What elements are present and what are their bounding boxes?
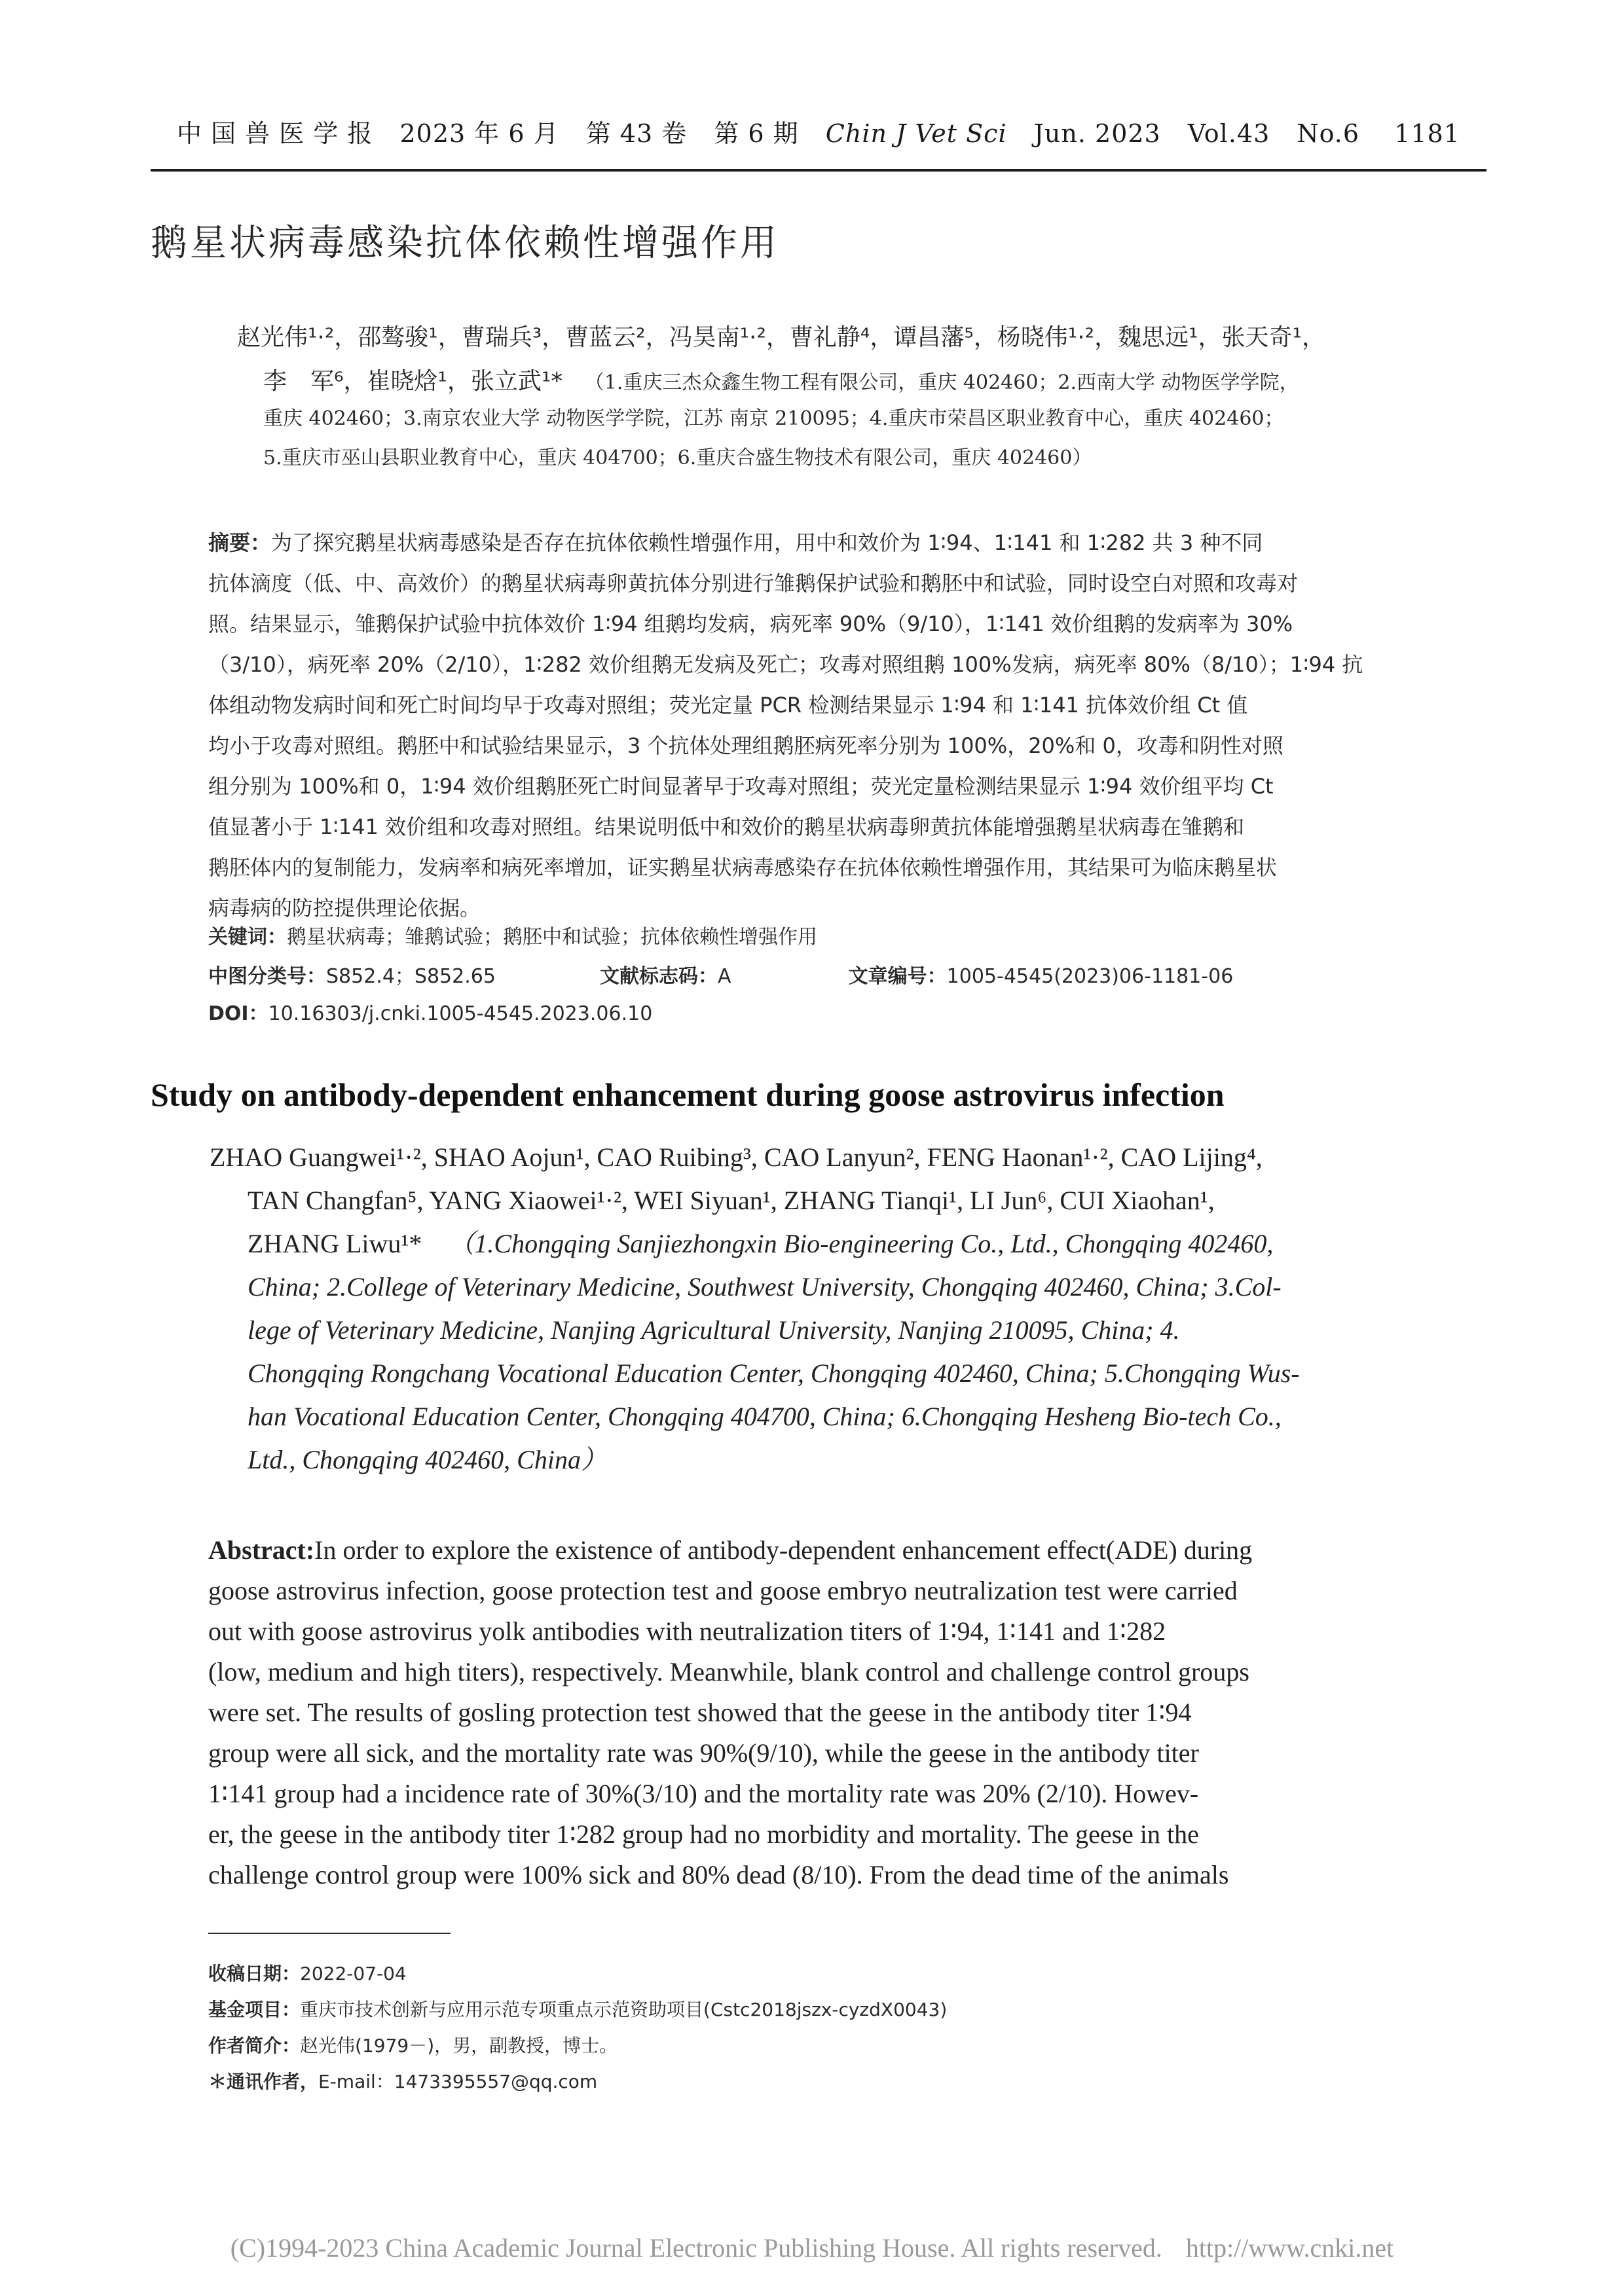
doc-code-label: 文献标志码： — [600, 965, 718, 988]
abstract-en-line: 1∶141 group had a incidence rate of 30%(3/10) and the mortality rate was 20% (2/10). Howev- — [208, 1779, 1199, 1808]
abstract-en-line: challenge control group were 100% sick and 80% dead (8/10). From the dead time of the animals — [208, 1860, 1229, 1889]
abstract-en-line: Abstract:In order to explore the existence of antibody-dependent enhancement effect(ADE) during — [208, 1535, 1253, 1565]
volume-en: Vol.43 — [1187, 119, 1270, 148]
keywords-cn-label: 关键词： — [208, 926, 287, 949]
author-name-en-tail: ZHANG Liwu¹* — [248, 1229, 422, 1258]
page-number: 1181 — [1394, 119, 1460, 148]
affiliation-en-line8: Ltd., Chongqing 402460, China） — [248, 1445, 607, 1474]
author-list-en-line1: ZHAO Guangwei¹·², SHAO Aojun¹, CAO Ruibing³, CAO Lanyun², FENG Haonan¹·², CAO Lijing⁴, — [210, 1142, 1263, 1172]
author-list-en-line2: TAN Changfan⁵, YANG Xiaowei¹·², WEI Siyuan¹, ZHANG Tianqi¹, LI Jun⁶, CUI Xiaohan¹, — [248, 1186, 1215, 1215]
volume-cn: 第 43 卷 — [585, 119, 688, 148]
clc-value: S852.4；S852.65 — [326, 965, 496, 988]
clc-label: 中图分类号： — [208, 965, 326, 988]
abstract-en-line: goose astrovirus infection, goose protection test and goose embryo neutralization test were carried — [208, 1576, 1238, 1605]
header-rule — [151, 169, 1486, 172]
article-number-label: 文章编号： — [848, 965, 947, 988]
abstract-cn-line: 照。结果显示，雏鹅保护试验中抗体效价 1∶94 组鹅均发病，病死率 90%（9/10），1∶141 效价组鹅的发病率为 30% — [208, 611, 1293, 636]
issue-cn: 第 6 期 — [714, 119, 799, 148]
footnote-received: 收稿日期：2022-07-04 — [208, 1963, 407, 1984]
abstract-cn-line: 组分别为 100%和 0，1∶94 效价组鹅胚死亡时间显著早于攻毒对照组；荧光定量检测结果显示 1∶94 效价组平均 Ct — [208, 774, 1274, 799]
doi-value: 10.16303/j.cnki.1005-4545.2023.06.10 — [268, 1002, 653, 1025]
copyright-text: (C)1994-2023 China Academic Journal Electronic Publishing House. All rights reserved. — [230, 2233, 1162, 2263]
abstract-cn-line: 鹅胚体内的复制能力，发病率和病死率增加，证实鹅星状病毒感染存在抗体依赖性增强作用，其结果可为临床鹅星状 — [208, 855, 1278, 880]
author-names-cn-tail: 李 军⁶，崔晓焓¹，张立武¹* — [263, 368, 563, 395]
abstract-en-line: er, the geese in the antibody titer 1∶282 group had no morbidity and mortality. The geese in the — [208, 1819, 1199, 1849]
affiliation-en-start: （1.Chongqing Sanjiezhongxin Bio-engineering Co., Ltd., Chongqing 402460, — [448, 1229, 1274, 1258]
affiliation-cn-start: （1.重庆三杰众鑫生物工程有限公司，重庆 402460；2.西南大学 动物医学学院， — [584, 371, 1299, 394]
footnote-corresponding: ＊通讯作者，E-mail：1473395557@qq.com — [208, 2071, 598, 2092]
footnote-author-bio: 作者简介：赵光伟(1979－)，男，副教授，博士。 — [208, 2035, 618, 2056]
abstract-cn-line: 均小于攻毒对照组。鹅胚中和试验结果显示，3 个抗体处理组鹅胚病死率分别为 100%，20%和 0，攻毒和阴性对照 — [208, 733, 1283, 758]
keywords-cn — [208, 923, 1433, 952]
affiliation-en-line7: han Vocational Education Center, Chongqing 404700, China; 6.Chongqing Hesheng Bio-tech Co., — [248, 1402, 1282, 1431]
abstract-en-line: out with goose astrovirus yolk antibodies with neutralization titers of 1∶94, 1∶141 and 1∶282 — [208, 1616, 1166, 1646]
affiliation-en-line6: Chongqing Rongchang Vocational Education Center, Chongqing 402460, China; 5.Chongqing Wus- — [248, 1358, 1300, 1388]
abstract-en-line: group were all sick, and the mortality rate was 90%(9/10), while the geese in the antibody titer — [208, 1738, 1199, 1768]
journal-name-en: Chin J Vet Sci — [825, 119, 1007, 148]
abstract-cn-line: （3/10），病死率 20%（2/10），1∶282 效价组鹅无发病及死亡；攻毒对照组鹅 100%发病，病死率 80%（8/10）；1∶94 抗 — [208, 652, 1363, 677]
affiliation-cn-line4: 5.重庆市巫山县职业教育中心，重庆 404700；6.重庆合盛生物技术有限公司，重庆 402460） — [263, 446, 1092, 469]
author-list-cn-line2 — [263, 365, 1488, 399]
copyright-notice — [0, 2232, 1624, 2263]
abstract-cn-line: 摘要：为了探究鹅星状病毒感染是否存在抗体依赖性增强作用，用中和效价为 1∶94、1∶141 和 1∶282 共 3 种不同 — [208, 530, 1263, 555]
abstract-en-line: were set. The results of gosling protection test showed that the geese in the antibody titer 1∶94 — [208, 1698, 1192, 1727]
abstract-cn-line: 体组动物发病时间和死亡时间均早于攻毒对照组；荧光定量 PCR 检测结果显示 1∶94 和 1∶141 抗体效价组 Ct 值 — [208, 693, 1248, 718]
classification-row — [208, 962, 1433, 991]
abstract-cn-line: 值显著小于 1∶141 效价组和攻毒对照组。结果说明低中和效价的鹅星状病毒卵黄抗体能增强鹅星状病毒在雏鹅和 — [208, 814, 1245, 839]
journal-name-cn: 中 国 兽 医 学 报 — [177, 119, 373, 148]
issue-date-cn: 2023 年 6 月 — [399, 119, 559, 148]
footnote-rule — [208, 1933, 451, 1934]
article-title-cn: 鹅星状病毒感染抗体依赖性增强作用 — [151, 222, 779, 264]
abstract-cn-label: 摘要： — [208, 530, 272, 555]
cnki-url[interactable]: http://www.cnki.net — [1185, 2233, 1394, 2263]
issue-en: No.6 — [1297, 119, 1360, 148]
abstract-en-label: Abstract: — [208, 1535, 315, 1565]
footnote-funding: 基金项目：重庆市技术创新与应用示范专项重点示范资助项目(Cstc2018jszx-cyzdX0043) — [208, 1999, 948, 2020]
abstract-cn-line: 病毒病的防控提供理论依据。 — [208, 896, 481, 920]
doc-code-value: A — [718, 965, 731, 988]
affiliation-en-line4: China; 2.College of Veterinary Medicine, Southwest University, Chongqing 402460, China; 3.Col- — [248, 1272, 1282, 1302]
abstract-en-line: (low, medium and high titers), respectively. Meanwhile, blank control and challenge control groups — [208, 1657, 1249, 1686]
keywords-cn-value: 鹅星状病毒；雏鹅试验；鹅胚中和试验；抗体依赖性增强作用 — [287, 926, 817, 949]
article-title-en: Study on antibody-dependent enhancement during goose astrovirus infection — [151, 1076, 1225, 1113]
affiliation-en-line5: lege of Veterinary Medicine, Nanjing Agricultural University, Nanjing 210095, China; 4. — [248, 1315, 1180, 1345]
article-number-value: 1005-4545(2023)06-1181-06 — [946, 965, 1234, 988]
author-list-en-line3 — [248, 1222, 1485, 1266]
issue-date-en: Jun. 2023 — [1033, 119, 1161, 148]
author-list-cn-line1: 赵光伟¹·²，邵骜骏¹，曹瑞兵³，曹蓝云²，冯昊南¹·²，曹礼静⁴，谭昌藩⁵，杨晓伟¹·²，魏思远¹，张天奇¹， — [237, 324, 1325, 351]
doi-label: DOI： — [208, 1002, 268, 1025]
affiliation-cn-line3: 重庆 402460；3.南京农业大学 动物医学学院，江苏 南京 210095；4.重庆市荣昌区职业教育中心，重庆 402460； — [263, 407, 1284, 430]
doi-row — [208, 1000, 1433, 1029]
abstract-cn-line: 抗体滴度（低、中、高效价）的鹅星状病毒卵黄抗体分别进行雏鹅保护试验和鹅胚中和试验，同时设空白对照和攻毒对 — [208, 571, 1299, 596]
running-head — [177, 118, 1460, 157]
